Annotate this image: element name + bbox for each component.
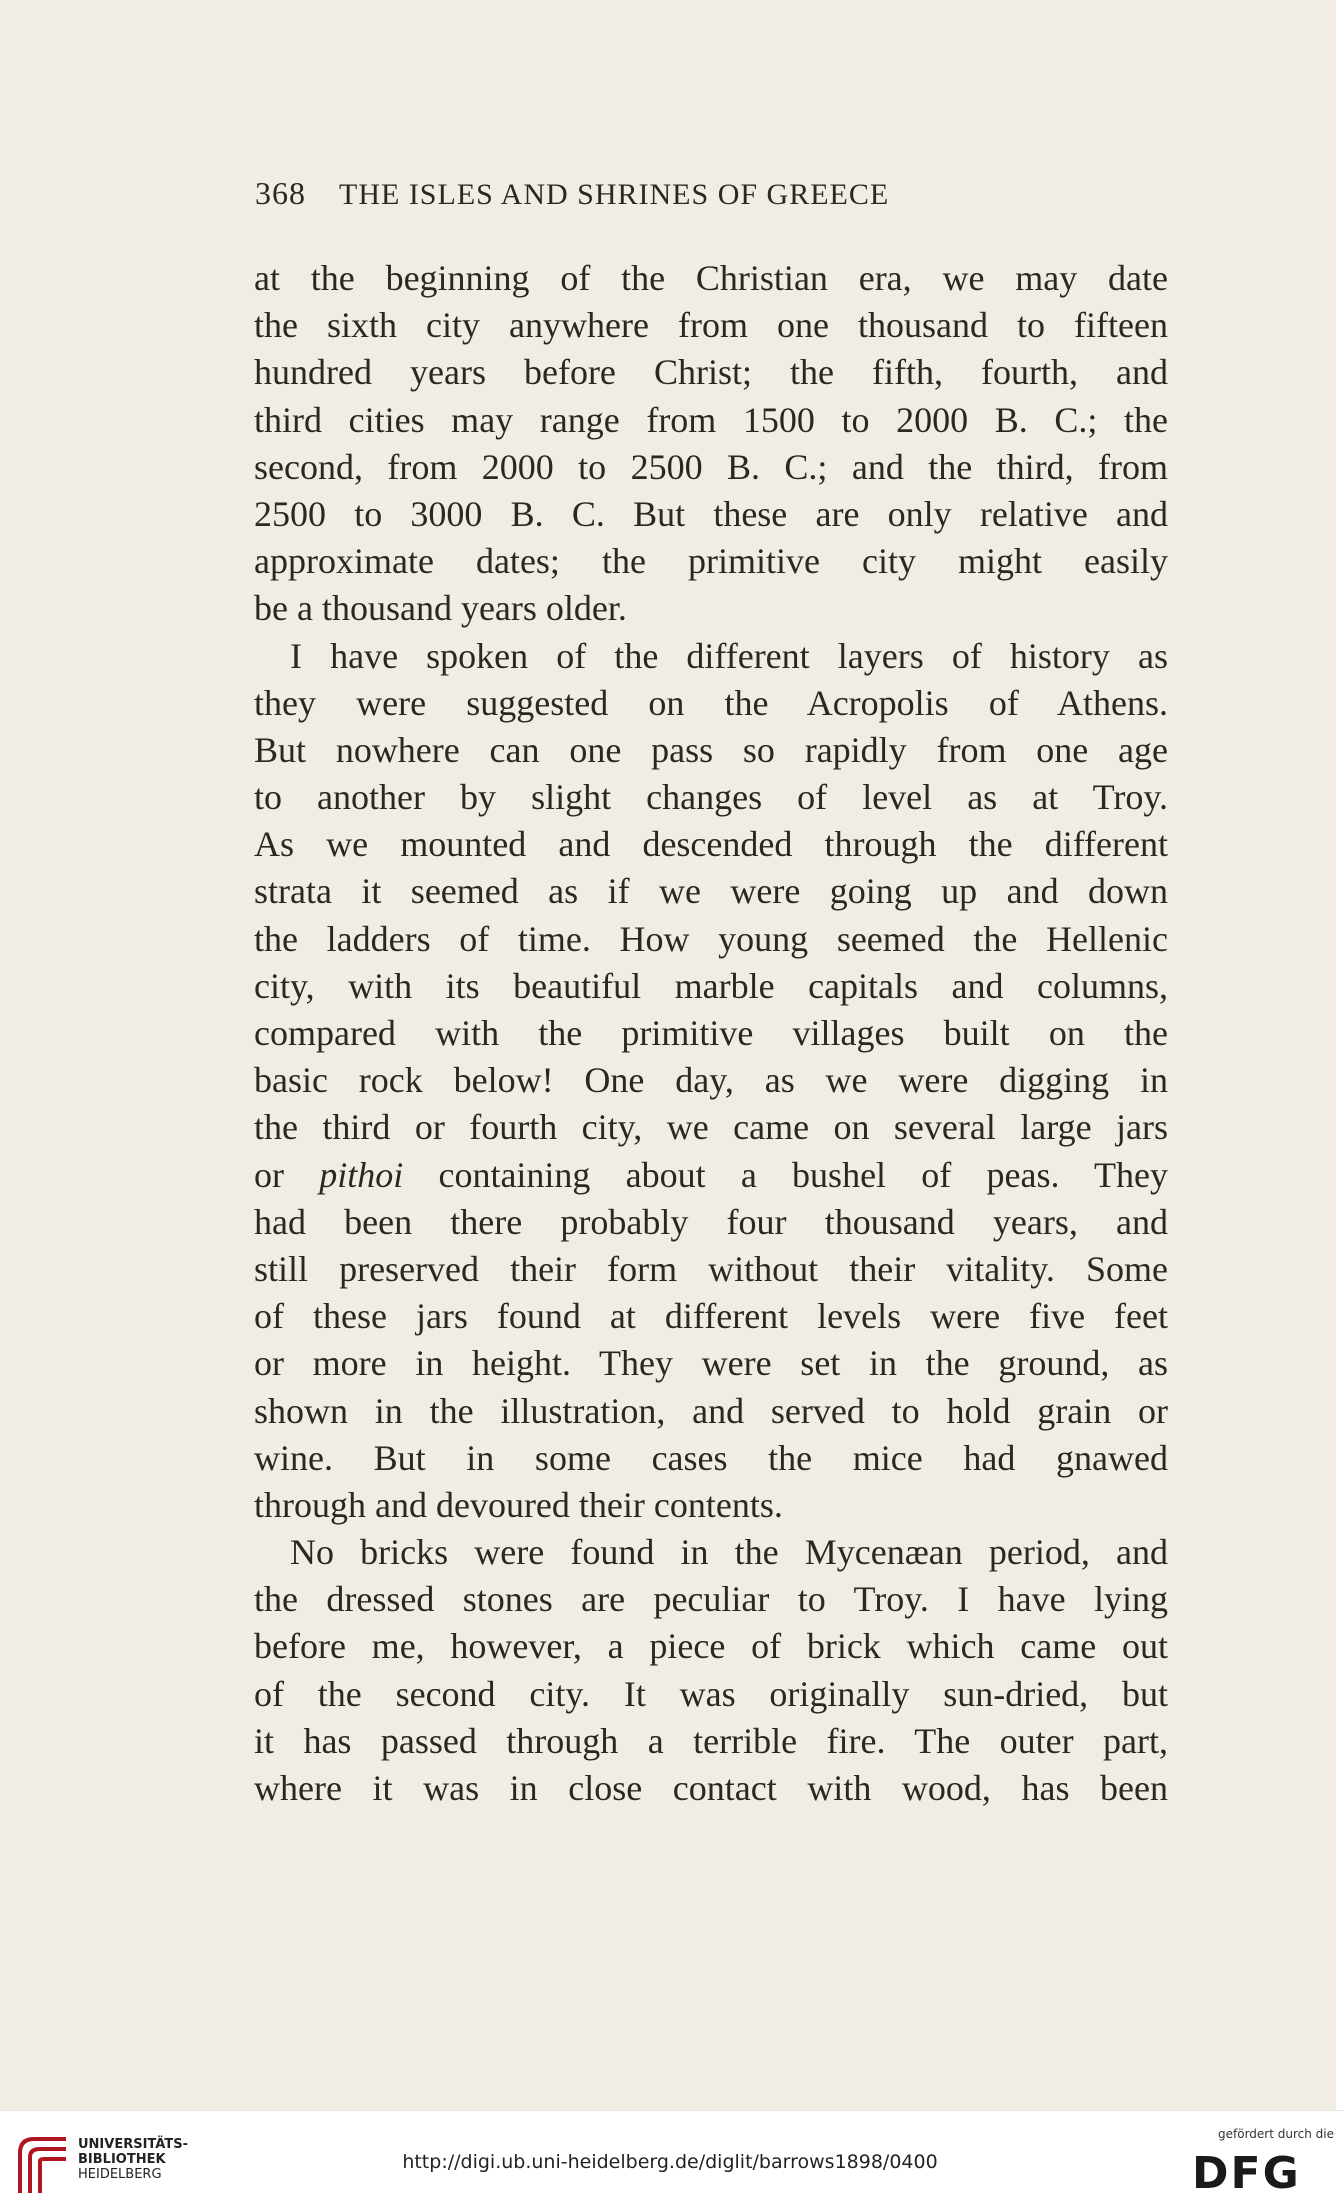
text-line: still preserved their form without their vitality. Some <box>254 1248 1168 1289</box>
text-line: of these jars found at different levels were five feet <box>254 1296 1168 1337</box>
source-url-link[interactable]: http://digi.ub.uni-heidelberg.de/diglit/barrows1898/0400 <box>402 2151 938 2173</box>
text-line: of the second city. It was originally sun-dried, but <box>254 1673 1168 1714</box>
text-line: the ladders of time. How young seemed the Hellenic <box>254 918 1168 959</box>
library-logo-icon <box>14 2131 72 2197</box>
text-line: But nowhere can one pass so rapidly from one age <box>254 729 1168 770</box>
library-name-line: UNIVERSITÄTS- <box>78 2137 188 2152</box>
italic-term: pithoi <box>319 1154 404 1195</box>
text-line: No bricks were found in the Mycenæan period, and <box>290 1532 1168 1573</box>
text-line: be a thousand years older. <box>254 588 627 629</box>
text-line: wine. But in some cases the mice had gnawed <box>254 1437 1168 1478</box>
text-line: second, from 2000 to 2500 B. C.; and the third, from <box>254 446 1168 487</box>
text-line: basic rock below! One day, as we were digging in <box>254 1060 1168 1101</box>
text-line: through and devoured their contents. <box>254 1484 783 1525</box>
running-head <box>255 175 1095 219</box>
text-line: they were suggested on the Acropolis of Athens. <box>254 682 1168 723</box>
footer-bar <box>0 2110 1344 2208</box>
body-text <box>254 255 1168 1812</box>
text-line: 2500 to 3000 B. C. But these are only relative and <box>254 493 1168 534</box>
text-segment: or <box>254 1154 320 1195</box>
text-line: I have spoken of the different layers of history as <box>290 635 1168 676</box>
library-name-line: BIBLIOTHEK <box>78 2152 166 2167</box>
funding-credit: gefördert durch die <box>1218 2127 1334 2141</box>
text-line: the dressed stones are peculiar to Troy. I have lying <box>254 1579 1168 1620</box>
text-line: the third or fourth city, we came on several large jars <box>254 1107 1168 1148</box>
library-name <box>78 2137 188 2182</box>
text-line: shown in the illustration, and served to hold grain or <box>254 1390 1168 1431</box>
dfg-logo: DFG <box>1192 2148 1301 2199</box>
text-line: at the beginning of the Christian era, we may date <box>254 258 1168 298</box>
text-segment: containing about a bushel of peas. They <box>403 1154 1168 1195</box>
text-line: hundred years before Christ; the fifth, fourth, and <box>254 352 1168 393</box>
text-line: to another by slight changes of level as at Troy. <box>254 777 1168 818</box>
text-line: where it was in close contact with wood, has been <box>254 1768 1168 1808</box>
running-head-title: THE ISLES AND SHRINES OF GREECE <box>339 178 890 211</box>
text-line: the sixth city anywhere from one thousand to fifteen <box>254 305 1168 346</box>
text-line: had been there probably four thousand years, and <box>254 1201 1168 1242</box>
text-line-pithoi <box>254 1152 1168 1199</box>
text-line: city, with its beautiful marble capitals and columns, <box>254 965 1168 1006</box>
text-line: As we mounted and descended through the different <box>254 824 1168 865</box>
page-edge <box>1336 0 1344 2110</box>
text-line: strata it seemed as if we were going up and down <box>254 871 1168 912</box>
text-line: third cities may range from 1500 to 2000 B. C.; the <box>254 399 1168 440</box>
text-line: or more in height. They were set in the ground, as <box>254 1343 1168 1384</box>
library-name-line: HEIDELBERG <box>78 2167 162 2182</box>
text-line: compared with the primitive villages built on the <box>254 1013 1168 1053</box>
text-line: approximate dates; the primitive city might easily <box>254 541 1168 582</box>
text-line: before me, however, a piece of brick which came out <box>254 1626 1168 1667</box>
text-line: it has passed through a terrible fire. The outer part, <box>254 1720 1168 1761</box>
page-number: 368 <box>255 175 306 211</box>
